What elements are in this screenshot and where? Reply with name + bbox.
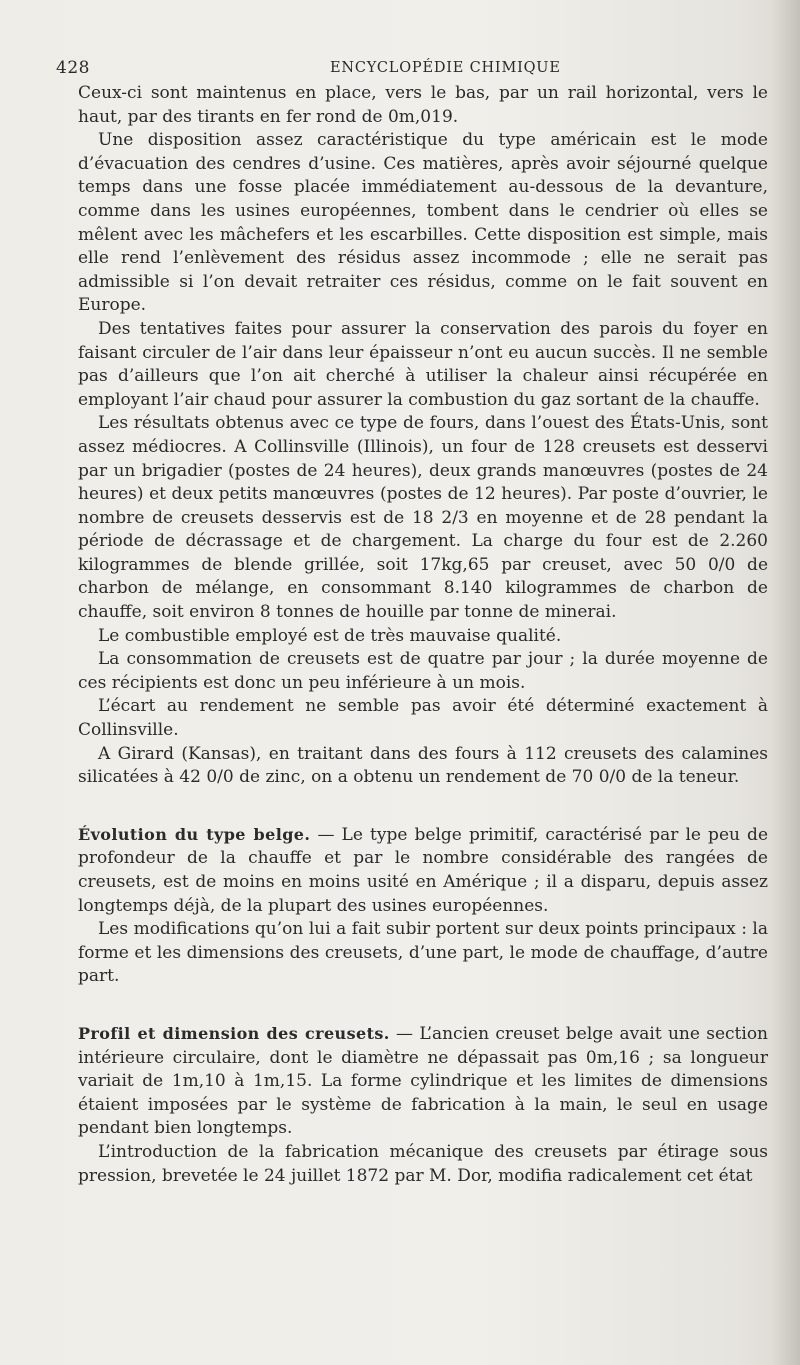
paragraph: L’introduction de la fabrication mécanique des creusets par étirage sous pression, brevetée le 24 juillet 1872 par M. Dor, modifia radicalement cet état xyxy=(78,1141,768,1186)
page-edge-shadow xyxy=(772,0,800,1365)
section-lead: — Le type belge primitif, caractérisé par le peu de profondeur de la chauffe et par le nombre considérable des rangées de creusets, est de moins en moins usité en Amérique ; il a disparu, depuis assez longtemps déjà, de la plupart des usines européennes. xyxy=(78,824,769,916)
paragraph: Une disposition assez caractéristique du type américain est le mode d’évacuation des cendres d’usine. Ces matières, après avoir séjourné quelque temps dans une fosse placée immédiatement au-dessous de la devanture, comme dans les usines européennes, tombent dans le cendrier où elles se mêlent avec les mâchefers et les escarbilles. Cette disposition est simple, mais elle rend l’enlèvement des résidus assez incommode ; elle ne serait pas admissible si l’on devait retraiter ces résidus, comme on le fait souvent en Europe. xyxy=(78,130,768,316)
paragraph: La consommation de creusets est de quatre par jour ; la durée moyenne de ces récipients est donc un peu inférieure à un mois. xyxy=(78,649,768,693)
section-evolution xyxy=(78,823,768,918)
section-profil xyxy=(78,1022,768,1141)
paragraph: Le combustible employé est de très mauvaise qualité. xyxy=(98,625,562,646)
page-header xyxy=(56,52,780,82)
paragraph: A Girard (Kansas), en traitant dans des fours à 112 creusets des calamines silicatées à 42 0/0 de zinc, on a obtenu un rendement de 70 0/0 de la teneur. xyxy=(78,743,768,788)
paragraph: Les résultats obtenus avec ce type de fours, dans l’ouest des États-Unis, sont assez médiocres. A Collinsville (Illinois), un four de 128 creusets est desservi par un brigadier (postes de 24 heures), deux grands manœuvres (postes de 24 heures) et deux petits manœuvres (postes de 12 heures). Par poste d’ouvrier, le nombre de creusets desservis est de 18 2/3 en moyenne et de 28 pendant la période de décrassage et de chargement. La charge du four est de 2.260 kilogrammes de blende grillée, soit 17kg,65 par creuset, avec 50 0/0 de charbon de mélange, en consommant 8.140 kilogrammes de charbon de chauffe, soit environ 8 tonnes de houille par tonne de minerai. xyxy=(78,413,768,623)
page-number: 428 xyxy=(56,58,90,78)
running-head: ENCYCLOPÉDIE CHIMIQUE xyxy=(330,60,561,76)
section-lead: — L’ancien creuset belge avait une section intérieure circulaire, dont le diamètre ne dépassait pas 0m,16 ; sa longueur variait de 1m,10 à 1m,15. La forme cylindrique et les limites de dimensions étaient imposées par le système de fabrication à la main, le seul en usage pendant bien longtemps. xyxy=(78,1023,769,1139)
body-text xyxy=(78,82,768,1188)
paragraph: Ceux-ci sont maintenus en place, vers le bas, par un rail horizontal, vers le haut, par des tirants en fer rond de 0m,019. xyxy=(78,83,768,127)
paragraph: Des tentatives faites pour assurer la conservation des parois du foyer en faisant circuler de l’air dans leur épaisseur n’ont eu aucun succès. Il ne semble pas d’ailleurs que l’on ait cherché à utiliser la chaleur ainsi récupérée en employant l’air chaud pour assurer la combustion du gaz sortant de la chauffe. xyxy=(78,318,768,410)
section-title: Profil et dimension des creusets. xyxy=(78,1023,390,1043)
paragraph: L’écart au rendement ne semble pas avoir été déterminé exactement à Collinsville. xyxy=(78,696,768,741)
section-title: Évolution du type belge. xyxy=(78,824,311,844)
paragraph: Les modifications qu’on lui a fait subir portent sur deux points principaux : la forme et les dimensions des creusets, d’une part, le mode de chauffage, d’autre part. xyxy=(78,919,768,987)
